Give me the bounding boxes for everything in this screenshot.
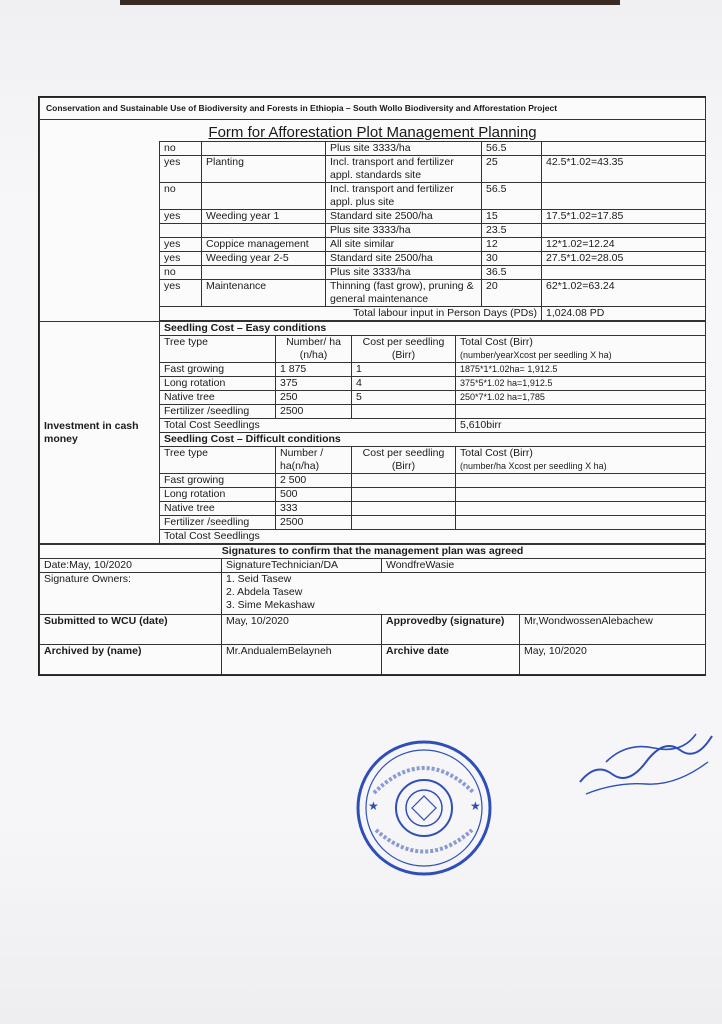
difficult-total-label: Total Cost Seedlings bbox=[160, 530, 706, 544]
difficult-type: Long rotation bbox=[160, 488, 276, 502]
easy-col-cost: Cost per seedling (Birr) bbox=[352, 336, 456, 363]
labour-row bbox=[40, 183, 706, 210]
official-stamp-seal bbox=[354, 738, 494, 878]
labour-total-label: Total labour input in Person Days (PDs) bbox=[160, 307, 542, 321]
labour-calc bbox=[542, 183, 706, 210]
date-field: Date:May, 10/2020 bbox=[40, 559, 222, 573]
labour-site: Standard site 2500/ha bbox=[326, 210, 482, 224]
archived-label: Archived by (name) bbox=[40, 645, 222, 675]
labour-table bbox=[40, 142, 706, 307]
labour-activity bbox=[202, 224, 326, 238]
project-header: Conservation and Sustainable Use of Biodiversity and Forests in Ethiopia – South Wollo Biodiversity and Afforestation Project bbox=[40, 98, 706, 120]
approved-label: Approvedby (signature) bbox=[382, 615, 520, 645]
labour-site: Incl. transport and fertilizer appl. standards site bbox=[326, 156, 482, 183]
labour-row bbox=[40, 224, 706, 238]
labour-site: Thinning (fast grow), pruning & general maintenance bbox=[326, 280, 482, 307]
labour-row bbox=[40, 280, 706, 307]
labour-days: 15 bbox=[482, 210, 542, 224]
labour-activity bbox=[202, 266, 326, 280]
difficult-col-total-note: (number/ha Xcost per seedling X ha) bbox=[460, 461, 607, 471]
labour-days: 36.5 bbox=[482, 266, 542, 280]
labour-activity: Maintenance bbox=[202, 280, 326, 307]
labour-row bbox=[40, 156, 706, 183]
labour-site: Plus site 3333/ha bbox=[326, 142, 482, 156]
difficult-col-cost: Cost per seedling (Birr) bbox=[352, 447, 456, 474]
difficult-col-type: Tree type bbox=[160, 447, 276, 474]
difficult-num: 500 bbox=[276, 488, 352, 502]
owner-name: 1. Seid Tasew bbox=[226, 573, 292, 585]
labour-site: All site similar bbox=[326, 238, 482, 252]
easy-cost: 1 bbox=[352, 363, 456, 377]
easy-num: 250 bbox=[276, 391, 352, 405]
technician-label: SignatureTechnician/DA bbox=[222, 559, 382, 573]
easy-type: Long rotation bbox=[160, 377, 276, 391]
labour-calc: 42.5*1.02=43.35 bbox=[542, 156, 706, 183]
labour-calc: 12*1.02=12.24 bbox=[542, 238, 706, 252]
owners-label: Signature Owners: bbox=[40, 573, 222, 615]
labour-answer: no bbox=[160, 142, 202, 156]
labour-calc: 17.5*1.02=17.85 bbox=[542, 210, 706, 224]
labour-days: 25 bbox=[482, 156, 542, 183]
labour-activity: Weeding year 2-5 bbox=[202, 252, 326, 266]
difficult-num: 333 bbox=[276, 502, 352, 516]
labour-answer: no bbox=[160, 266, 202, 280]
labour-activity: Coppice management bbox=[202, 238, 326, 252]
labour-days: 12 bbox=[482, 238, 542, 252]
approved-name: Mr,WondwossenAlebachew bbox=[520, 615, 706, 645]
handwritten-signature bbox=[576, 722, 716, 802]
labour-calc: 62*1.02=63.24 bbox=[542, 280, 706, 307]
owner-name: 3. Sime Mekashaw bbox=[226, 599, 315, 611]
difficult-col-total: Total Cost (Birr) bbox=[460, 447, 533, 459]
easy-type: Fast growing bbox=[160, 363, 276, 377]
labour-answer: yes bbox=[160, 252, 202, 266]
labour-answer: yes bbox=[160, 238, 202, 252]
labour-days: 30 bbox=[482, 252, 542, 266]
easy-cost: 4 bbox=[352, 377, 456, 391]
archive-date: May, 10/2020 bbox=[520, 645, 706, 675]
labour-answer: yes bbox=[160, 210, 202, 224]
easy-num: 1 875 bbox=[276, 363, 352, 377]
labour-activity bbox=[202, 142, 326, 156]
easy-type: Fertilizer /seedling bbox=[160, 405, 276, 419]
archived-name: Mr.AndualemBelayneh bbox=[222, 645, 382, 675]
labour-site: Standard site 2500/ha bbox=[326, 252, 482, 266]
easy-col-total-note: (number/yearXcost per seedling X ha) bbox=[460, 350, 612, 360]
labour-row bbox=[40, 210, 706, 224]
labour-days: 20 bbox=[482, 280, 542, 307]
labour-activity: Weeding year 1 bbox=[202, 210, 326, 224]
labour-row bbox=[40, 252, 706, 266]
labour-calc bbox=[542, 142, 706, 156]
difficult-type: Fertilizer /seedling bbox=[160, 516, 276, 530]
labour-total-value: 1,024.08 PD bbox=[542, 307, 706, 321]
difficult-type: Fast growing bbox=[160, 474, 276, 488]
easy-num: 375 bbox=[276, 377, 352, 391]
easy-total: 250*7*1.02 ha=1,785 bbox=[456, 391, 706, 405]
easy-total-value: 5,610birr bbox=[456, 419, 706, 433]
labour-calc bbox=[542, 266, 706, 280]
labour-days: 23.5 bbox=[482, 224, 542, 238]
easy-col-type: Tree type bbox=[160, 336, 276, 363]
labour-site: Incl. transport and fertilizer appl. plus site bbox=[326, 183, 482, 210]
submitted-date: May, 10/2020 bbox=[222, 615, 382, 645]
svg-text:★: ★ bbox=[368, 799, 379, 813]
easy-total: 375*5*1.02 ha=1,912.5 bbox=[456, 377, 706, 391]
labour-site: Plus site 3333/ha bbox=[326, 266, 482, 280]
labour-activity bbox=[202, 183, 326, 210]
technician-name: WondfreWasie bbox=[382, 559, 706, 573]
difficult-num: 2500 bbox=[276, 516, 352, 530]
difficult-col-num: Number / ha(n/ha) bbox=[276, 447, 352, 474]
difficult-num: 2 500 bbox=[276, 474, 352, 488]
labour-days: 56.5 bbox=[482, 142, 542, 156]
labour-days: 56.5 bbox=[482, 183, 542, 210]
scan-edge bbox=[120, 0, 620, 5]
archive-date-label: Archive date bbox=[382, 645, 520, 675]
labour-row bbox=[40, 266, 706, 280]
labour-answer: no bbox=[160, 183, 202, 210]
labour-calc: 27.5*1.02=28.05 bbox=[542, 252, 706, 266]
difficult-heading: Seedling Cost – Difficult conditions bbox=[160, 433, 706, 447]
labour-answer bbox=[160, 224, 202, 238]
labour-site: Plus site 3333/ha bbox=[326, 224, 482, 238]
owner-name: 2. Abdela Tasew bbox=[226, 586, 303, 598]
difficult-type: Native tree bbox=[160, 502, 276, 516]
easy-total: 1875*1*1.02ha= 1,912.5 bbox=[456, 363, 706, 377]
easy-col-num: Number/ ha (n/ha) bbox=[276, 336, 352, 363]
easy-cost: 5 bbox=[352, 391, 456, 405]
svg-text:★: ★ bbox=[470, 799, 481, 813]
easy-type: Native tree bbox=[160, 391, 276, 405]
labour-row bbox=[40, 238, 706, 252]
easy-col-total: Total Cost (Birr) bbox=[460, 336, 533, 348]
easy-total-label: Total Cost Seedlings bbox=[160, 419, 456, 433]
labour-answer: yes bbox=[160, 280, 202, 307]
labour-answer: yes bbox=[160, 156, 202, 183]
labour-row bbox=[40, 142, 706, 156]
labour-calc bbox=[542, 224, 706, 238]
signatures-heading: Signatures to confirm that the management plan was agreed bbox=[40, 545, 706, 559]
labour-activity: Planting bbox=[202, 156, 326, 183]
management-plan-form bbox=[38, 96, 706, 676]
form-title: Form for Afforestation Plot Management Planning bbox=[40, 120, 706, 142]
investment-label: Investment in cash money bbox=[40, 322, 160, 544]
submitted-label: Submitted to WCU (date) bbox=[40, 615, 222, 645]
easy-num: 2500 bbox=[276, 405, 352, 419]
easy-heading: Seedling Cost – Easy conditions bbox=[160, 322, 706, 336]
